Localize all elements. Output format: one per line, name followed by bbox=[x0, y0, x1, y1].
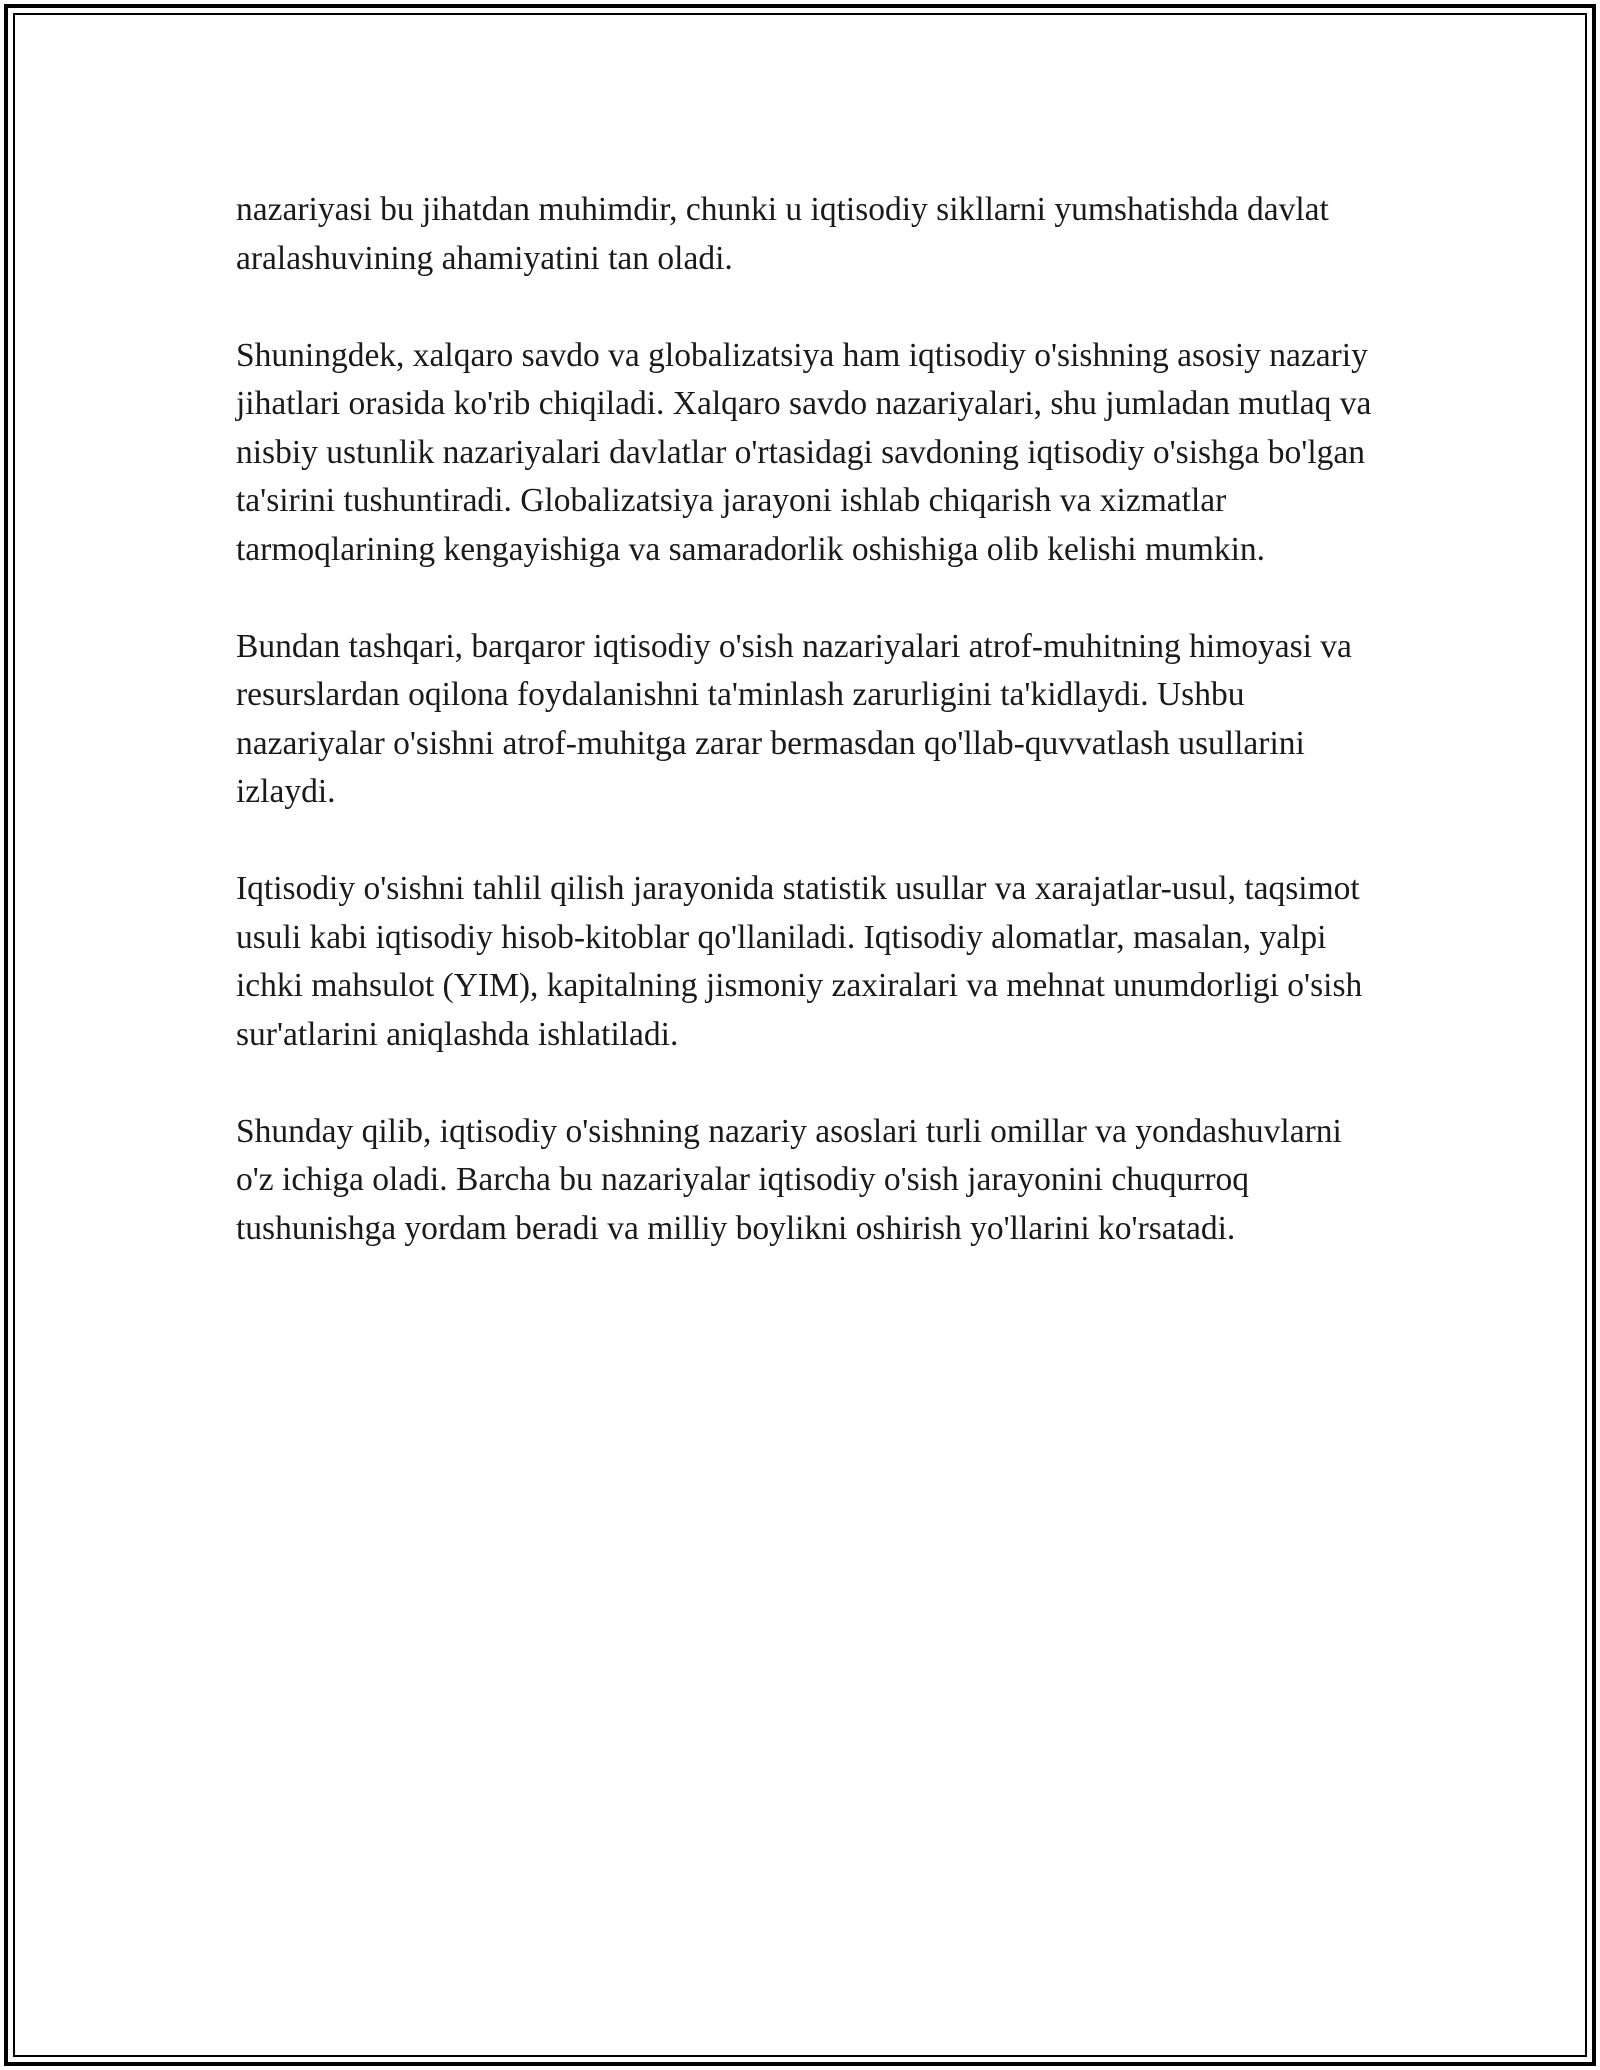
paragraph-3: Bundan tashqari, barqaror iqtisodiy o'sish nazariyalari atrof-muhitning himoyasi va resurslardan oqilona foydalanishni ta'minlash zarurligini ta'kidlaydi. Ushbu nazariyalar o'sishni atrof-muhitga zarar bermasdan qo'llab-quvvatlash usullarini izlaydi. bbox=[236, 627, 1352, 810]
paragraph-4: Iqtisodiy o'sishni tahlil qilish jarayonida statistik usullar va xarajatlar-usul, taqsimot usuli kabi iqtisodiy hisob-kitoblar qo'llaniladi. Iqtisodiy alomatlar, masalan, yalpi ichki mahsulot (YIM), kapitalning jismoniy zaxiralari va mehnat unumdorligi o'sish sur'atlarini aniqlashda ishlatiladi. bbox=[236, 870, 1363, 1053]
document-body bbox=[236, 186, 1386, 1302]
paragraph-1: nazariyasi bu jihatdan muhimdir, chunki u iqtisodiy sikllarni yumshatishda davlat aralashuvining ahamiyatini tan oladi. bbox=[236, 191, 1329, 277]
paragraph-2: Shuningdek, xalqaro savdo va globalizatsiya ham iqtisodiy o'sishning asosiy nazariy jihatlari orasida ko'rib chiqiladi. Xalqaro savdo nazariyalari, shu jumladan mutlaq va nisbiy ustunlik nazariyalari davlatlar o'rtasidagi savdoning iqtisodiy o'sishga bo'lgan ta'sirini tushuntiradi. Globalizatsiya jarayoni ishlab chiqarish va xizmatlar tarmoqlarining kengayishiga va samaradorlik oshishiga olib kelishi mumkin. bbox=[236, 336, 1372, 568]
paragraph-5: Shunday qilib, iqtisodiy o'sishning nazariy asoslari turli omillar va yondashuvlarni o'z ichiga oladi. Barcha bu nazariyalar iqtisodiy o'sish jarayonini chuqurroq tushunishga yordam beradi va milliy boylikni oshirish yo'llarini ko'rsatadi. bbox=[236, 1112, 1342, 1247]
